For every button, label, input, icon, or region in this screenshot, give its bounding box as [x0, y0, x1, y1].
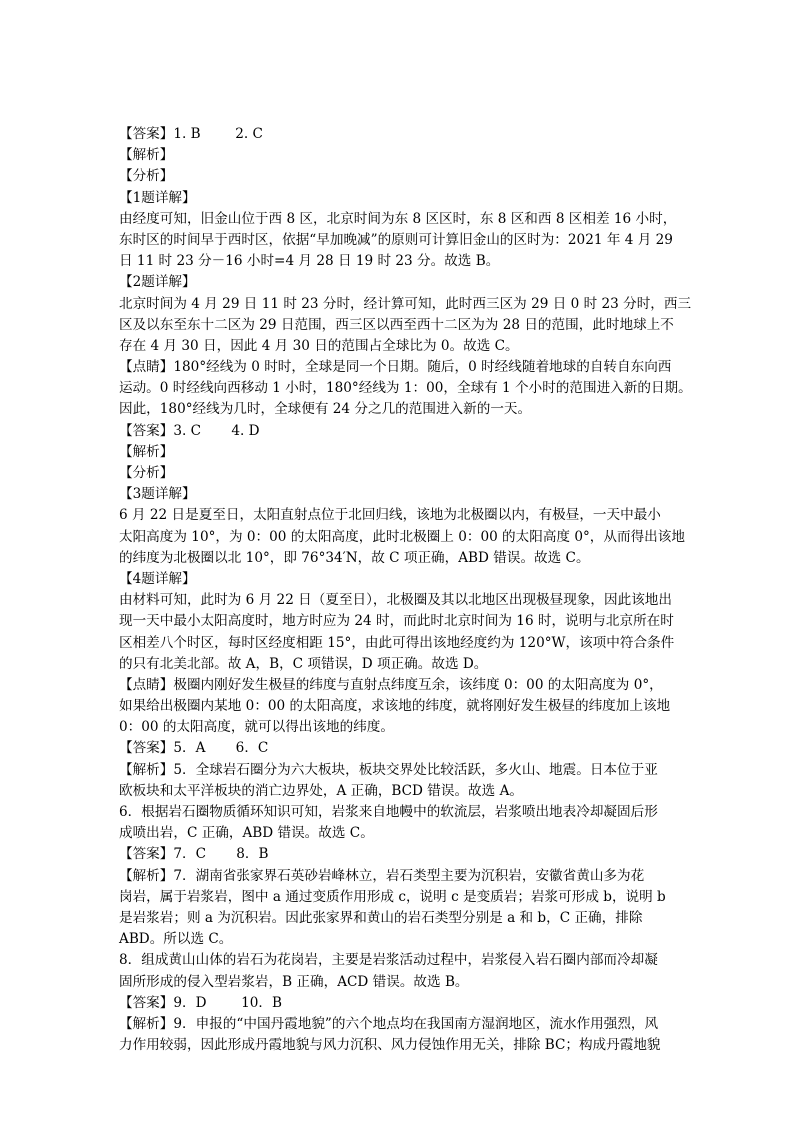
text-line: 区相差八个时区，每时区经度相距 15°，由此可得出该地经度约为 120°W，该项中符合条件 — [119, 634, 675, 651]
text-line: 【点睛】极圈内刚好发生极昼的纬度与直射点纬度互余，该纬度 0：00 的太阳高度为 0°， — [119, 676, 663, 693]
text-line: 【1题详解】 — [119, 189, 196, 206]
text-line: 【4题详解】 — [119, 570, 196, 587]
text-line: 【解析】7．湖南省张家界石英砂岩峰林立，岩石类型主要为沉积岩，安徽省黄山多为花 — [119, 867, 645, 884]
text-line: 【答案】9．D 10．B — [119, 994, 282, 1011]
text-line: 【分析】 — [119, 465, 174, 481]
text-line: 存在 4 月 30 日，因此 4 月 30 日的范围占全球比为 0。故选 C。 — [119, 337, 519, 354]
text-line: 岗岩，属于岩浆岩，图中 a 通过变质作用形成 c，说明 c 是变质岩；岩浆可形成 b，说明 b — [119, 888, 666, 905]
text-line: 【解析】 — [119, 443, 174, 460]
text-line: 6．根据岩石圈物质循环知识可知，岩浆来自地幔中的软流层，岩浆喷出地表冷却凝固后形 — [119, 804, 658, 820]
text-line: 【解析】9．申报的“中国丹霞地貌”的六个地点均在我国南方湿润地区，流水作用强烈，风 — [119, 1015, 659, 1032]
text-line: 东时区的时间早于西时区，依据“早加晚减”的原则可计算旧金山的区时为：2021 年 4 月 29 — [119, 231, 673, 248]
answer-document — [119, 124, 692, 1056]
text-line: 太阳高度为 10°，为 0：00 的太阳高度，此时北极圈上 0：00 的太阳高度 0°，从而得出该地 — [119, 528, 685, 545]
text-line: 【答案】5．A 6．C — [119, 740, 269, 757]
text-line: 由材料可知，此时为 6 月 22 日（夏至日），北极圈及其以北地区出现极昼现象，因此该地出 — [119, 592, 672, 609]
text-line: 是岩浆岩；则 a 为沉积岩。因此张家界和黄山的岩石类型分别是 a 和 b，C 正确，排除 — [119, 909, 643, 926]
text-line: 由经度可知，旧金山位于西 8 区，北京时间为东 8 区区时，东 8 区和西 8 区相差 16 小时， — [119, 210, 677, 227]
text-line: 运动。0 时经线向西移动 1 小时，180°经线为 1：00，全球有 1 个小时的范围进入新的日期。 — [119, 380, 692, 397]
text-line: 区及以东至东十二区为 29 日范围，西三区以西至西十二区为为 28 日的范围，此时地球上不 — [119, 316, 674, 333]
text-line: 成喷出岩，C 正确，ABD 错误。故选 C。 — [119, 825, 374, 842]
text-line: 【点睛】180°经线为 0 时时，全球是同一个日期。随后，0 时经线随着地球的自转自东向西 — [119, 359, 672, 376]
text-line: 【2题详解】 — [119, 274, 196, 291]
text-line: 【答案】1. B 2. C — [119, 126, 263, 142]
text-line: 日 11 时 23 分－16 小时=4 月 28 日 19 时 23 分。故选 B。 — [119, 253, 500, 270]
text-line: 【解析】5．全球岩石圈分为六大板块，板块交界处比较活跃，多火山、地震。日本位于亚 — [119, 761, 658, 778]
text-line: 的只有北美北部。故 A，B，C 项错误，D 项正确。故选 D。 — [119, 655, 488, 672]
text-line: 【3题详解】 — [119, 486, 196, 503]
text-line: 6 月 22 日是夏至日，太阳直射点位于北回归线，该地为北极圈以内，有极昼，一天中最小 — [119, 507, 661, 524]
text-line: 的纬度为北极圈以北 10°，即 76°34′N，故 C 项正确，ABD 错误。故选 C。 — [119, 549, 590, 566]
text-line: 如果给出极圈内某地 0：00 的太阳高度，求该地的纬度，就将刚好发生极昼的纬度加上该地 — [119, 698, 671, 715]
text-line: 现一天中最小太阳高度时，地方时应为 24 时，而此时北京时间为 16 时，说明与北京所在时 — [119, 613, 674, 630]
text-line: 【答案】3. C 4. D — [119, 422, 260, 439]
text-line: 因此，180°经线为几时，全球便有 24 分之几的范围进入新的一天。 — [119, 401, 532, 418]
text-line: 欧板块和太平洋板块的消亡边界处，A 正确，BCD 错误。故选 A。 — [119, 782, 523, 799]
text-line: 【解析】 — [119, 147, 174, 164]
text-line: 北京时间为 4 月 29 日 11 时 23 分时，经计算可知，此时西三区为 29 日 0 时 23 分时，西三 — [119, 295, 692, 312]
text-line: 0：00 的太阳高度，就可以得出该地的纬度。 — [119, 719, 394, 736]
text-line: 8．组成黄山山体的岩石为花岗岩，主要是岩浆活动过程中，岩浆侵入岩石圈内部而冷却凝 — [119, 952, 658, 969]
text-line: 【答案】7．C 8．B — [119, 846, 269, 863]
text-line: 力作用较弱，因此形成丹霞地貌与风力沉积、风力侵蚀作用无关，排除 BC；构成丹霞地貌 — [119, 1037, 661, 1054]
text-line: ABD。所以选 C。 — [119, 931, 233, 948]
text-line: 固所形成的侵入型岩浆岩，B 正确，ACD 错误。故选 B。 — [119, 973, 469, 990]
text-line: 【分析】 — [119, 168, 174, 185]
